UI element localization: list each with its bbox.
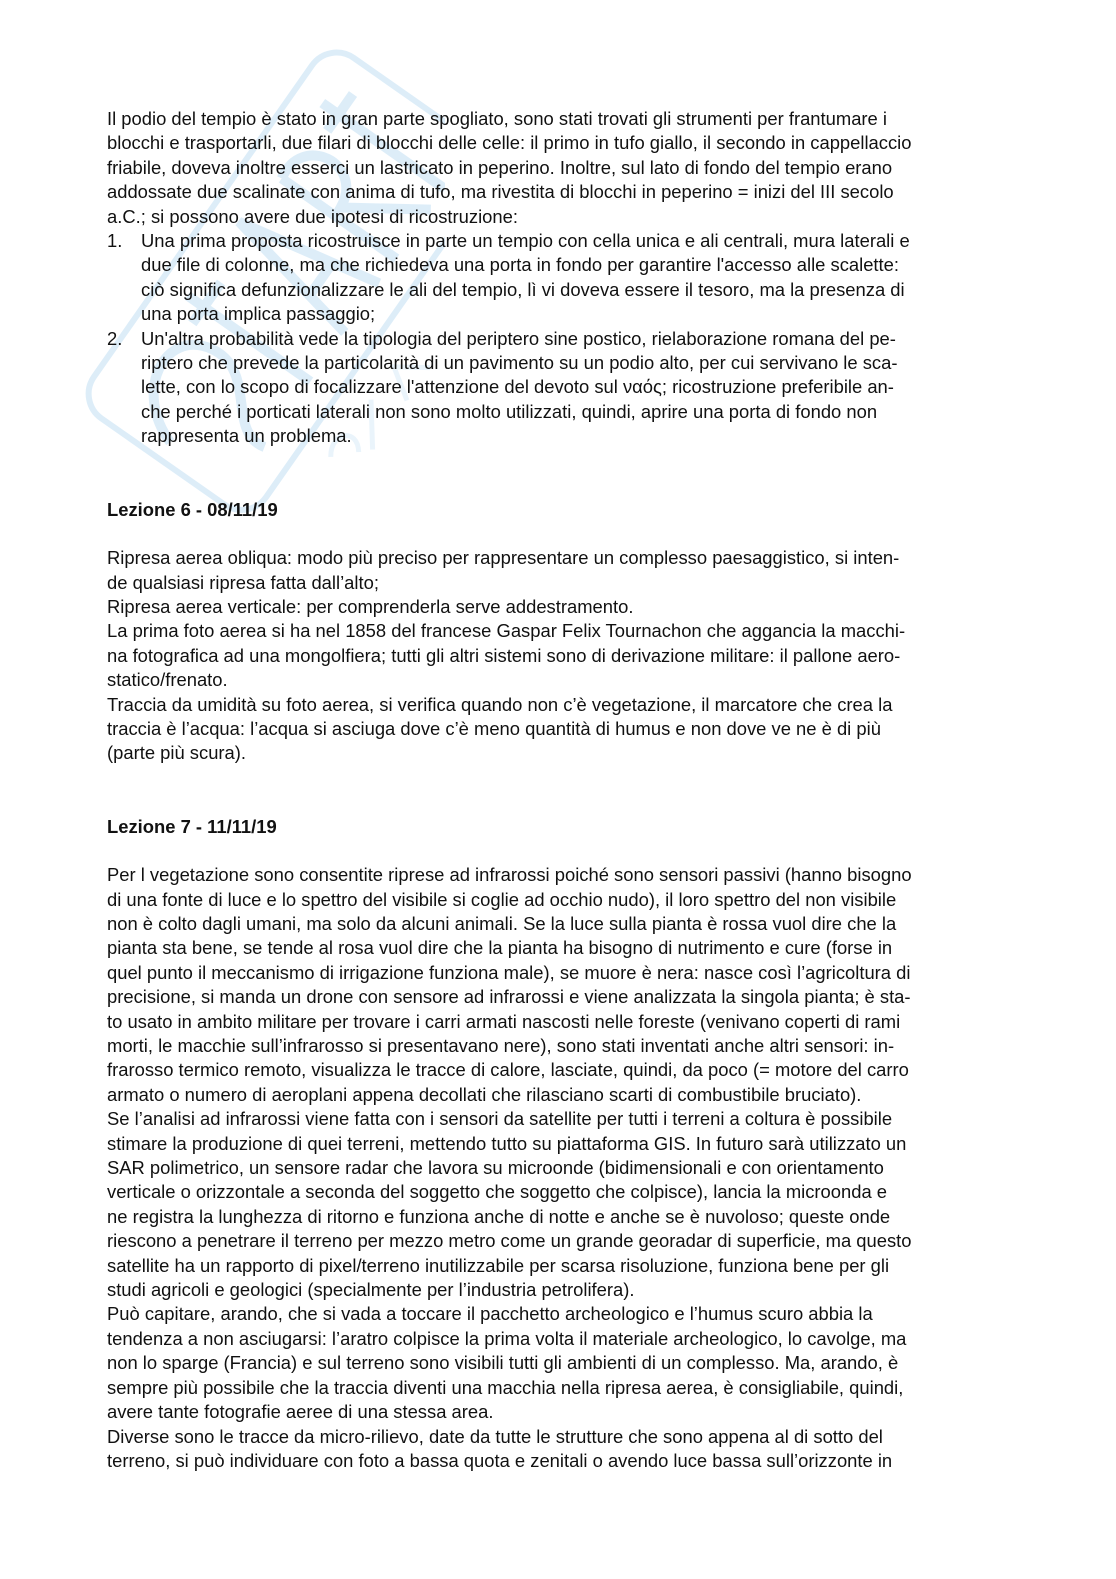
- text-line: rappresenta un problema.: [141, 425, 352, 447]
- text-line: Per l vegetazione sono consentite riprese ad infrarossi poiché sono sensori passivi (hanno bisogno: [107, 864, 912, 886]
- text-line: statico/frenato.: [107, 669, 228, 691]
- text-line: avere tante fotografie aeree di una stessa area.: [107, 1401, 494, 1423]
- text-line: Può capitare, arando, che si vada a toccare il pacchetto archeologico e l’humus scuro abbia la: [107, 1303, 873, 1325]
- text-line: armato o numero di aeroplani appena decollati che rilasciano scarti di combustibile bruciato).: [107, 1083, 862, 1105]
- list-item: [107, 229, 1007, 327]
- text-line: frarosso termico remoto, visualizza le tracce di calore, lasciate, quindi, da poco (= motore del carro: [107, 1059, 909, 1081]
- text-line: SAR polimetrico, un sensore radar che lavora su microonde (bidimensionali e con orientamento: [107, 1157, 884, 1179]
- text-line: riescono a penetrare il terreno per mezzo metro come un grande georadar di superficie, ma questo: [107, 1230, 912, 1252]
- text-line: Ripresa aerea obliqua: modo più preciso per rappresentare un complesso paesaggistico, si inten-: [107, 547, 900, 569]
- text-line: Un'altra probabilità vede la tipologia del periptero sine postico, rielaborazione romana del pe-: [141, 327, 896, 349]
- text-line: precisione, si manda un drone con sensore ad infrarossi e viene analizzata la singola pianta; è sta-: [107, 986, 911, 1008]
- document-page: [107, 107, 1007, 1473]
- text-line: to usato in ambito militare per trovare i carri armati nascosti nelle foreste (venivano coperti di rami: [107, 1010, 901, 1032]
- list-item-number: 2.: [107, 327, 123, 349]
- text-line: terreno, si può individuare con foto a bassa quota e zenitali o avendo luce bassa sull’orizzonte in: [107, 1449, 893, 1471]
- text-line: studi agricoli e geologici (specialmente per l’industria petrolifera).: [107, 1279, 635, 1301]
- text-line: che perché i porticati laterali non sono molto utilizzati, quindi, aprire una porta di fondo non: [141, 400, 878, 422]
- text-line: ne registra la lunghezza di ritorno e funziona anche di notte e anche se è nuvoloso; queste onde: [107, 1205, 891, 1227]
- reconstruction-hypotheses-list: [107, 229, 1007, 449]
- text-line: pianta sta bene, se tende al rosa vuol dire che la pianta ha bisogno di nutrimento e cure (forse in: [107, 937, 893, 959]
- text-line: riptero che prevede la particolarità di un pavimento su un podio alto, per cui servivano le sca-: [141, 352, 898, 374]
- text-line: Se l’analisi ad infrarossi viene fatta con i sensori da satellite per tutti i terreni a coltura è possibile: [107, 1108, 893, 1130]
- text-line: traccia è l’acqua: l’acqua si asciuga dove c’è meno quantità di humus e non dove ve ne è di più: [107, 717, 881, 739]
- lesson-7-heading: Lezione 7 - 11/11/19: [107, 815, 277, 837]
- text-line: non è colto dagli umani, ma solo da alcuni animali. Se la luce sulla pianta è rossa vuol dire che la: [107, 912, 897, 934]
- text-line: a.C.; si possono avere due ipotesi di ricostruzione:: [107, 205, 518, 227]
- lesson-7-body: [107, 863, 1007, 1473]
- text-line: stimare la produzione di quei terreni, mettendo tutto su piattaforma GIS. In futuro sarà utilizzato un: [107, 1132, 907, 1154]
- text-line: Ripresa aerea verticale: per comprenderla serve addestramento.: [107, 595, 634, 617]
- text-line: una porta implica passaggio;: [141, 303, 376, 325]
- text-line: sempre più possibile che la traccia diventi una macchia nella ripresa aerea, è consigliabile, quindi,: [107, 1376, 904, 1398]
- text-line: di una fonte di luce e lo spettro del visibile si coglie ad occhio nudo), il loro spettro del non visibile: [107, 888, 897, 910]
- text-line: ciò significa defunzionalizzare le ali del tempio, lì vi doveva essere il tesoro, ma la presenza di: [141, 278, 905, 300]
- text-line: tendenza a non asciugarsi: l’aratro colpisce la prima volta il materiale archeologico, lo cavolge, ma: [107, 1327, 907, 1349]
- lesson-6-heading: Lezione 6 - 08/11/19: [107, 498, 278, 520]
- text-line: quel punto il meccanismo di irrigazione funziona male), se muore è nera: nasce così l’agricoltura di: [107, 961, 911, 983]
- text-line: lette, con lo scopo di focalizzare l'attenzione del devoto sul ναός; ricostruzione preferibile an-: [141, 376, 894, 398]
- text-line: Una prima proposta ricostruisce in parte un tempio con cella unica e ali centrali, mura laterali e: [141, 230, 910, 252]
- text-line: na fotografica ad una mongolfiera; tutti gli altri sistemi sono di derivazione militare: il pallone aero-: [107, 644, 901, 666]
- list-item-number: 1.: [107, 230, 123, 252]
- text-line: (parte più scura).: [107, 742, 247, 764]
- text-line: Il podio del tempio è stato in gran parte spogliato, sono stati trovati gli strumenti per frantumare i: [107, 108, 887, 129]
- text-line: verticale o orizzontale a seconda del soggetto che soggetto che colpisce), lancia la microonda e: [107, 1181, 888, 1203]
- text-line: Traccia da umidità su foto aerea, si verifica quando non c’è vegetazione, il marcatore che crea la: [107, 693, 893, 715]
- text-line: La prima foto aerea si ha nel 1858 del francese Gaspar Felix Tournachon che aggancia la macchi-: [107, 620, 906, 642]
- text-line: de qualsiasi ripresa fatta dall’alto;: [107, 571, 379, 593]
- text-line: satellite ha un rapporto di pixel/terreno inutilizzabile per scarsa risoluzione, funziona bene per gli: [107, 1254, 890, 1276]
- text-line: non lo sparge (Francia) e sul terreno sono visibili tutti gli ambienti di un complesso. Ma, arando, è: [107, 1352, 899, 1374]
- text-line: due file di colonne, ma che richiedeva una porta in fondo per garantire l'accesso alle scalette:: [141, 254, 899, 276]
- text-line: blocchi e trasportarli, due filari di blocchi delle celle: il primo in tufo giallo, il secondo in cappellaccio: [107, 132, 912, 154]
- text-line: friabile, doveva inoltre esserci un lastricato in peperino. Inoltre, sul lato di fondo del tempio erano: [107, 156, 893, 178]
- list-item: [107, 327, 1007, 449]
- text-line: Diverse sono le tracce da micro-rilievo, date da tutte le strutture che sono appena al di sotto del: [107, 1425, 883, 1447]
- intro-paragraph: [107, 107, 1007, 229]
- text-line: addossate due scalinate con anima di tufo, ma rivestita di blocchi in peperino = inizi del III secolo: [107, 181, 894, 203]
- lesson-6-body: [107, 546, 1007, 766]
- text-line: morti, le macchie sull’infrarosso si presentavano nere), sono stati inventati anche altri sensori: in-: [107, 1035, 895, 1056]
